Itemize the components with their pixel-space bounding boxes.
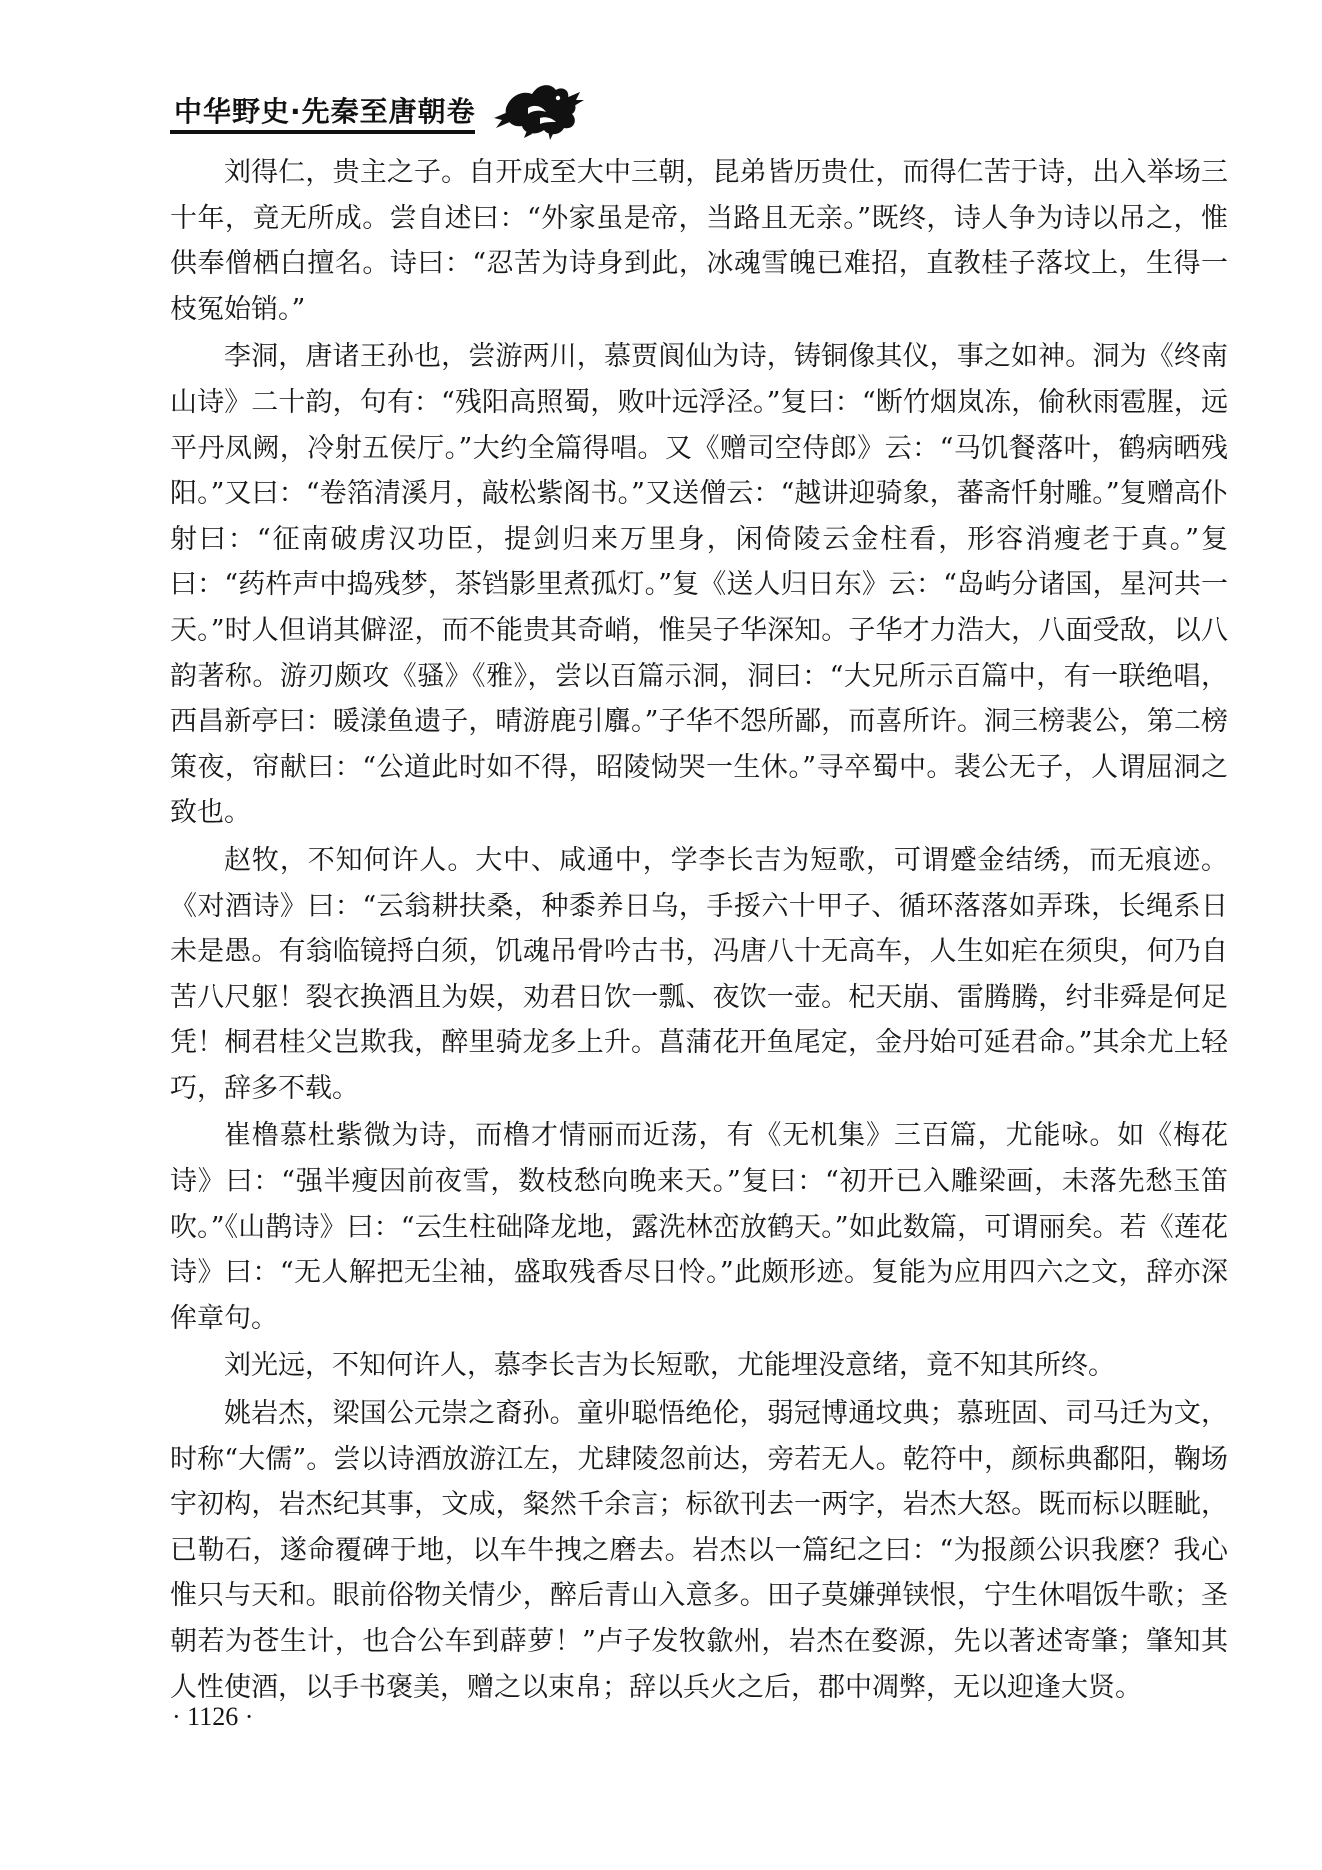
paragraph-liu-guangyuan: 刘光远，不知何许人，慕李长吉为长短歌，尤能埋没意绪，竟不知其所终。 (224, 1350, 1115, 1382)
paragraph-cui-lu: 崔橹慕杜紫微为诗，而橹才情丽而近荡，有《无机集》三百篇，尤能咏。如《梅花诗》曰：“强半瘦因前夜雪，数枝愁向晚来天。”复曰：“初开已入雕梁画，未落先愁玉笛吹。”《山鹊诗》曰：“云生柱础降龙地，露洗林峦放鹤天。”如此数篇，可谓丽矣。若《莲花诗》曰：“无人解把无尘袖，盛取残香尽日怜。”此颇形迹。复能为应用四六之文，辞亦深侔章句。 (170, 1120, 1228, 1334)
running-header (170, 78, 590, 136)
paragraph-liu-deren: 刘得仁，贵主之子。自开成至大中三朝，昆弟皆历贵仕，而得仁苦于诗，出入举场三十年，竟无所成。尝自述曰：“外家虽是帝，当路且无亲。”既终，诗人争为诗以吊之，惟供奉僧栖白擅名。诗曰：“忍苦为诗身到此，冰魂雪魄已难招，直教桂子落坟上，生得一枝冤始销。” (170, 157, 1228, 325)
dragon-emblem-icon (488, 78, 588, 140)
paragraph-li-dong: 李洞，唐诸王孙也，尝游两川，慕贾阆仙为诗，铸铜像其仪，事之如神。洞为《终南山诗》二十韵，句有：“残阳高照蜀，败叶远浮泾。”复曰：“断竹烟岚冻，偷秋雨雹腥，远平丹凤阙，冷射五侯厅。”大约全篇得唱。又《赠司空侍郎》云：“马饥餐落叶，鹤病晒残阳。”又曰：“卷箔清溪月，敲松紫阁书。”又送僧云：“越讲迎骑象，蕃斋忏射雕。”复赠高仆射曰：“征南破虏汉功臣，提剑归来万里身，闲倚陵云金柱看，形容消瘦老于真。”复曰：“药杵声中捣残梦，茶铛影里煮孤灯。”复《送人归日东》云：“岛屿分诸国，星河共一天。”时人但诮其僻涩，而不能贵其奇峭，惟吴子华深知。子华才力浩大，八面受敌，以八韵著称。游刃颇攻《骚》《雅》，尝以百篇示洞，洞曰：“大兄所示百篇中，有一联绝唱，西昌新亭曰：暖漾鱼遗子，晴游鹿引麛。”子华不怨所鄙，而喜所许。洞三榜裴公，第二榜策夜，帘献曰：“公道此时如不得，昭陵恸哭一生休。”寻卒蜀中。裴公无子，人谓屈洞之致也。 (170, 341, 1228, 829)
paragraph-yao-yanjie: 姚岩杰，梁国公元崇之裔孙。童丱聪悟绝伦，弱冠博通坟典；慕班固、司马迁为文，时称“大儒”。尝以诗酒放游江左，尤肆陵忽前达，旁若无人。乾符中，颜标典鄱阳，鞠场宇初构，岩杰纪其事，文成，粲然千余言；标欲刊去一两字，岩杰大怒。既而标以睚眦，已勒石，遂命覆碑于地，以车牛拽之磨去。岩杰以一篇纪之曰：“为报颜公识我麽？我心惟只与天和。眼前俗物关情少，醉后青山入意多。田子莫嫌弹铗恨，宁生休唱饭牛歌；圣朝若为苍生计，也合公车到薜萝！”卢子发牧歙州，岩杰在婺源，先以著述寄肇；肇知其人性使酒，以手书褒美，赠之以束帛；辞以兵火之后，郡中凋弊，无以迎逢大贤。 (170, 1398, 1228, 1703)
header-rule (170, 130, 475, 134)
page-number: · 1126 · (172, 1702, 254, 1731)
paragraph-zhao-mu: 赵牧，不知何许人。大中、咸通中，学李长吉为短歌，可谓蹙金结绣，而无痕迹。《对酒诗》曰：“云翁耕扶桑，种黍养日乌，手挼六十甲子、循环落落如弄珠，长绳系日未是愚。有翁临镜捋白须，饥魂吊骨吟古书，冯唐八十无高车，人生如疟在须臾，何乃自苦八尺躯！裂衣换酒且为娱，劝君日饮一瓢、夜饮一壶。杞天崩、雷腾腾，纣非舜是何足凭！桐君桂父岂欺我，醉里骑龙多上升。菖蒲花开鱼尾定，金丹始可延君命。”其余尤上轻巧，辞多不载。 (170, 844, 1228, 1104)
body-text (170, 150, 1228, 1712)
book-title: 中华野史·先秦至唐朝卷 (174, 95, 476, 128)
